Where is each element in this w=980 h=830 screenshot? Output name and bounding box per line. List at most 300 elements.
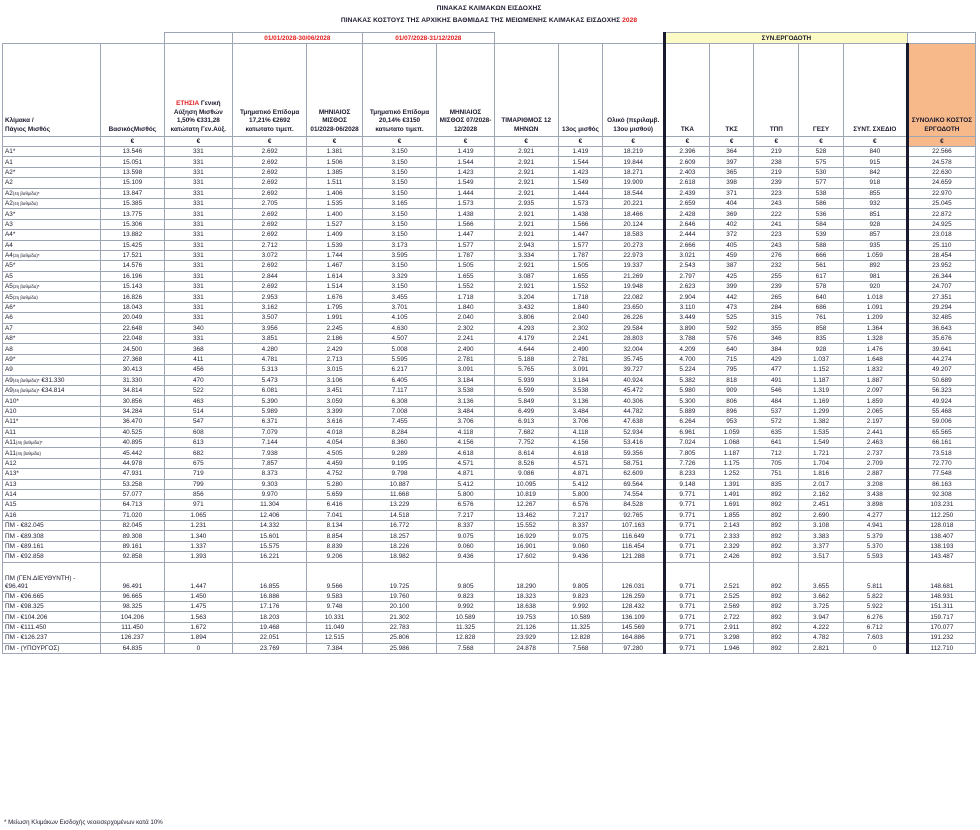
table-cell: 5.593: [843, 552, 907, 562]
table-cell: 8.233: [665, 469, 710, 479]
row-label: [3, 354, 101, 364]
header-text: ΤΠΠ: [769, 125, 783, 133]
table-cell: 8.134: [307, 521, 362, 531]
table-cell: 143.487: [907, 552, 975, 562]
table-cell: 1.444: [558, 188, 603, 198]
table-cell: 7.384: [307, 643, 362, 653]
table-cell: 3.150: [362, 188, 437, 198]
table-cell: 11.668: [362, 489, 437, 499]
table-cell: 2.241: [558, 334, 603, 344]
table-cell: 243: [754, 198, 799, 208]
table-row: [3, 167, 976, 177]
grade-label: A9: [5, 387, 13, 395]
table-row: [3, 510, 976, 520]
table-cell: 577: [799, 178, 844, 188]
column-header-7: [494, 44, 558, 137]
table-cell: 9.771: [665, 552, 710, 562]
blank-cell: [558, 33, 603, 44]
header-text: ΜΗΝΙΑΙΟΣ ΜΙΣΘΟΣ 01/2028-06/2028: [310, 108, 359, 133]
table-row: [3, 147, 976, 157]
table-row: [3, 500, 976, 510]
table-cell: 18.544: [603, 188, 665, 198]
table-cell: 18.226: [362, 541, 437, 551]
table-cell: 219: [754, 147, 799, 157]
table-cell: 19.909: [603, 178, 665, 188]
grade-label: A13: [5, 480, 17, 488]
table-cell: 5.473: [232, 375, 307, 385]
grade-label: A2*: [5, 168, 16, 176]
table-cell: 284: [754, 302, 799, 312]
grade-label: ΠΜ (ΓΕΝ.ΔΙΕΥΘΥΝΤΗ) - €96.491: [5, 574, 76, 590]
table-cell: 159.717: [907, 612, 975, 622]
table-cell: 1.816: [799, 469, 844, 479]
table-cell: 2.441: [843, 427, 907, 437]
table-cell: 10.095: [494, 479, 558, 489]
table-cell: 1.209: [843, 313, 907, 323]
table-cell: 3.150: [362, 261, 437, 271]
table-cell: 17.602: [494, 552, 558, 562]
table-row: [3, 313, 976, 323]
table-cell: 25.045: [907, 198, 975, 208]
table-cell: 2.781: [558, 354, 603, 364]
spreadsheet: [2, 2, 976, 828]
table-cell: 2.040: [437, 313, 494, 323]
table-cell: 1.535: [307, 198, 362, 208]
table-cell: 20.273: [603, 240, 665, 250]
grade-step-note: (4η βαθμίδα)*: [12, 190, 40, 196]
table-cell: 6.081: [232, 385, 307, 395]
table-cell: 4.280: [232, 344, 307, 354]
column-header-15: [907, 44, 975, 137]
sheet-subtitle: [2, 17, 976, 24]
table-cell: 2.065: [843, 406, 907, 416]
table-cell: 16.886: [232, 591, 307, 601]
table-cell: 5.412: [558, 479, 603, 489]
table-cell: 28.454: [907, 250, 975, 260]
table-cell: 896: [709, 406, 754, 416]
table-cell: 151.311: [907, 602, 975, 612]
table-cell: 331: [164, 167, 232, 177]
table-cell: 58.751: [603, 458, 665, 468]
table-cell: 3.455: [362, 292, 437, 302]
header-text: Γενική Αύξηση Μισθών 1,50% €331,28 κατώτατη Γεν.Αύξ.: [170, 100, 227, 133]
table-cell: 3.725: [799, 602, 844, 612]
table-cell: 404: [709, 198, 754, 208]
table-row: [3, 271, 976, 281]
table-cell: 31.330: [100, 375, 164, 385]
table-cell: 331: [164, 334, 232, 344]
table-cell: 1.152: [799, 365, 844, 375]
table-row: [3, 178, 976, 188]
table-cell: 56.323: [907, 385, 975, 395]
table-cell: 126.259: [603, 591, 665, 601]
table-cell: 6.308: [362, 396, 437, 406]
table-cell: 19.753: [494, 612, 558, 622]
grade-label: ΠΜ - €98.325: [5, 603, 44, 611]
grade-label: A5: [5, 293, 13, 301]
table-cell: 331: [164, 157, 232, 167]
table-cell: 1.419: [437, 147, 494, 157]
table-cell: 315: [754, 313, 799, 323]
grade-label: ΠΜ - €104.206: [5, 613, 48, 621]
table-cell: 44.274: [907, 354, 975, 364]
table-row: [3, 157, 976, 167]
table-cell: 4.118: [437, 427, 494, 437]
table-cell: 1.795: [307, 302, 362, 312]
table-cell: 11.049: [307, 622, 362, 632]
table-cell: 25.110: [907, 240, 975, 250]
row-label: [3, 396, 101, 406]
table-cell: 3.136: [558, 396, 603, 406]
column-header-6: [437, 44, 494, 137]
table-cell: 5.188: [494, 354, 558, 364]
table-cell: 340: [164, 323, 232, 333]
table-cell: 96.491: [100, 562, 164, 591]
table-cell: 3.655: [799, 562, 844, 591]
table-cell: 18.323: [494, 591, 558, 601]
table-cell: 372: [709, 230, 754, 240]
grade-label: A11: [5, 428, 16, 436]
table-cell: 128.432: [603, 602, 665, 612]
table-cell: 1.444: [437, 188, 494, 198]
table-cell: 6.712: [843, 622, 907, 632]
table-cell: 18.271: [603, 167, 665, 177]
table-row: [3, 240, 976, 250]
blank-cell: [494, 33, 558, 44]
table-cell: 4.871: [437, 469, 494, 479]
unit-cell: €: [164, 137, 232, 147]
table-row: [3, 552, 976, 562]
grade-label: A11: [5, 449, 16, 457]
table-cell: 2.439: [665, 188, 710, 198]
table-cell: 9.075: [558, 531, 603, 541]
table-cell: 686: [799, 302, 844, 312]
row-label: [3, 375, 101, 385]
table-cell: 4.781: [232, 354, 307, 364]
table-cell: 1.438: [558, 209, 603, 219]
grade-label: ΠΜ - €89.308: [5, 532, 44, 540]
table-cell: 578: [799, 282, 844, 292]
table-cell: 331: [164, 271, 232, 281]
table-cell: 1.400: [307, 209, 362, 219]
table-cell: 5.889: [665, 406, 710, 416]
table-cell: 1.718: [437, 292, 494, 302]
table-row: [3, 643, 976, 653]
row-label: [3, 344, 101, 354]
grade-label: ΠΜ - €82.045: [5, 522, 44, 530]
table-cell: 2.911: [709, 622, 754, 632]
table-cell: 148.681: [907, 562, 975, 591]
table-cell: 592: [709, 323, 754, 333]
table-cell: 892: [754, 531, 799, 541]
table-cell: 892: [754, 633, 799, 643]
table-cell: 442: [709, 292, 754, 302]
table-cell: 239: [754, 282, 799, 292]
table-cell: 6.599: [494, 385, 558, 395]
table-cell: 2.197: [843, 417, 907, 427]
table-cell: 73.518: [907, 448, 975, 458]
table-cell: 15.601: [232, 531, 307, 541]
table-cell: 3.150: [362, 147, 437, 157]
table-row: [3, 541, 976, 551]
table-cell: 39.641: [907, 344, 975, 354]
table-row: [3, 219, 976, 229]
grade-label: A5: [5, 283, 13, 291]
table-cell: 2.302: [437, 323, 494, 333]
table-cell: 28.803: [603, 334, 665, 344]
row-label: [3, 261, 101, 271]
table-cell: 365: [709, 167, 754, 177]
table-cell: 3.059: [307, 396, 362, 406]
table-cell: 14.576: [100, 261, 164, 271]
table-cell: 34.814: [100, 385, 164, 395]
table-cell: 3.329: [362, 271, 437, 281]
table-cell: 331: [164, 313, 232, 323]
table-cell: 331: [164, 250, 232, 260]
table-cell: 405: [709, 240, 754, 250]
unit-cell: €: [307, 137, 362, 147]
table-cell: 384: [754, 344, 799, 354]
table-cell: 7.805: [665, 448, 710, 458]
table-cell: 148.931: [907, 591, 975, 601]
table-cell: 4.782: [799, 633, 844, 643]
table-cell: 22.630: [907, 167, 975, 177]
table-cell: 2.692: [232, 261, 307, 271]
table-cell: 613: [164, 437, 232, 447]
table-cell: 1.450: [164, 591, 232, 601]
table-cell: 1.832: [843, 365, 907, 375]
table-cell: 14.518: [362, 510, 437, 520]
table-cell: 13.462: [494, 510, 558, 520]
table-cell: 6.499: [494, 406, 558, 416]
table-row: [3, 282, 976, 292]
table-cell: 4.941: [843, 521, 907, 531]
table-cell: 89.161: [100, 541, 164, 551]
table-cell: 2.097: [843, 385, 907, 395]
table-cell: 2.463: [843, 437, 907, 447]
table-cell: 136.109: [603, 612, 665, 622]
table-cell: 4.179: [494, 334, 558, 344]
table-cell: 331: [164, 178, 232, 188]
table-cell: 18.290: [494, 562, 558, 591]
table-cell: 47.638: [603, 417, 665, 427]
table-cell: 7.217: [437, 510, 494, 520]
table-cell: 9.771: [665, 562, 710, 591]
table-cell: 9.748: [307, 602, 362, 612]
column-header-9: [603, 44, 665, 137]
table-cell: 50.689: [907, 375, 975, 385]
table-cell: 9.798: [362, 469, 437, 479]
table-cell: 34.284: [100, 406, 164, 416]
table-cell: 2.429: [307, 344, 362, 354]
period-1: 01/01/2028-30/06/2028: [232, 33, 362, 44]
table-cell: 1.231: [164, 521, 232, 531]
row-label: [3, 510, 101, 520]
table-cell: 712: [754, 448, 799, 458]
table-cell: 2.921: [494, 230, 558, 240]
table-cell: 62.609: [603, 469, 665, 479]
table-cell: 22.082: [603, 292, 665, 302]
table-cell: 470: [164, 375, 232, 385]
row-label: [3, 147, 101, 157]
table-cell: 4.871: [558, 469, 603, 479]
row-label: [3, 521, 101, 531]
row-label: [3, 469, 101, 479]
table-cell: 3.208: [843, 479, 907, 489]
column-header-14: [843, 44, 907, 137]
table-cell: 2.403: [665, 167, 710, 177]
grade-label: ΠΜ - €96.665: [5, 592, 44, 600]
table-cell: 2.692: [232, 147, 307, 157]
table-cell: 92.765: [603, 510, 665, 520]
table-row: [3, 396, 976, 406]
table-cell: 7.079: [232, 427, 307, 437]
table-row: [3, 612, 976, 622]
table-cell: 928: [843, 219, 907, 229]
table-cell: 128.018: [907, 521, 975, 531]
grade-step-note: (2η βαθμίδα): [12, 294, 38, 300]
table-cell: 8.854: [307, 531, 362, 541]
table-cell: 14.332: [232, 521, 307, 531]
table-cell: 640: [709, 344, 754, 354]
unit-cell: €: [843, 137, 907, 147]
table-cell: 459: [709, 250, 754, 260]
table-cell: 6.576: [437, 500, 494, 510]
table-cell: 5.800: [558, 489, 603, 499]
table-cell: 1.391: [709, 479, 754, 489]
table-cell: 1.506: [307, 157, 362, 167]
table-cell: 3.377: [799, 541, 844, 551]
grade-label: A9*: [5, 356, 16, 363]
table-cell: 121.288: [603, 552, 665, 562]
table-cell: 3.091: [437, 365, 494, 375]
table-cell: 331: [164, 302, 232, 312]
table-cell: 18.219: [603, 147, 665, 157]
table-cell: 1.514: [307, 282, 362, 292]
table-cell: 387: [709, 261, 754, 271]
table-cell: 1.187: [799, 375, 844, 385]
table-cell: 1.655: [558, 271, 603, 281]
table-cell: 1.169: [799, 396, 844, 406]
row-label: [3, 531, 101, 541]
table-cell: 22.872: [907, 209, 975, 219]
table-cell: 11.325: [558, 622, 603, 632]
table-cell: 19.844: [603, 157, 665, 167]
table-cell: 3.851: [232, 334, 307, 344]
row-label: [3, 612, 101, 622]
table-cell: 3.150: [362, 167, 437, 177]
table-cell: 6.913: [494, 417, 558, 427]
header-text: Τμηματικό Επίδομα 17,21% €2692 κατωτατο τιμεπ.: [240, 108, 300, 133]
table-cell: 331: [164, 198, 232, 208]
table-cell: 6.264: [665, 417, 710, 427]
table-cell: 1.744: [307, 250, 362, 260]
table-cell: 3.806: [494, 313, 558, 323]
table-cell: 1.467: [307, 261, 362, 271]
row-label: [3, 271, 101, 281]
table-cell: 1.577: [558, 240, 603, 250]
table-cell: 4.505: [307, 448, 362, 458]
row-label: [3, 427, 101, 437]
table-cell: 1.573: [437, 198, 494, 208]
unit-cell: €: [907, 137, 975, 147]
table-cell: 19.725: [362, 562, 437, 591]
table-cell: 522: [164, 385, 232, 395]
table-cell: 23.650: [603, 302, 665, 312]
table-cell: 892: [754, 510, 799, 520]
table-cell: 9.566: [307, 562, 362, 591]
table-cell: 3.438: [843, 489, 907, 499]
table-cell: 47.931: [100, 469, 164, 479]
table-cell: 3.788: [665, 334, 710, 344]
table-cell: 346: [754, 334, 799, 344]
table-cell: 219: [754, 167, 799, 177]
table-cell: 3.106: [307, 375, 362, 385]
table-cell: 1.340: [164, 531, 232, 541]
table-cell: 4.571: [558, 458, 603, 468]
table-cell: 11.325: [437, 622, 494, 632]
table-cell: 4.105: [362, 313, 437, 323]
column-header-8: [558, 44, 603, 137]
header-text: 13ος μισθός: [562, 125, 599, 133]
table-cell: 5.980: [665, 385, 710, 395]
table-cell: 635: [754, 427, 799, 437]
table-cell: 2.659: [665, 198, 710, 208]
table-cell: 9.771: [665, 633, 710, 643]
table-cell: 9.289: [362, 448, 437, 458]
table-cell: 9.771: [665, 531, 710, 541]
table-cell: 371: [709, 188, 754, 198]
table-cell: 26.226: [603, 313, 665, 323]
table-cell: 30.413: [100, 365, 164, 375]
table-cell: 5.390: [232, 396, 307, 406]
table-cell: 3.184: [437, 375, 494, 385]
table-cell: 1.549: [799, 437, 844, 447]
table-row: [3, 323, 976, 333]
header-text: ΤΙΜΑΡΙΘΜΟΣ 12 ΜΗΝΩΝ: [501, 117, 551, 133]
table-cell: 5.595: [362, 354, 437, 364]
table-cell: 3.383: [799, 531, 844, 541]
header-text: ΣΥΝΤ. ΣΧΕΔΙΟ: [853, 125, 897, 133]
table-cell: 20.124: [603, 219, 665, 229]
table-cell: 29.584: [603, 323, 665, 333]
table-cell: 2.692: [232, 178, 307, 188]
table-cell: 2.692: [232, 167, 307, 177]
table-cell: 7.024: [665, 437, 710, 447]
table-cell: 473: [709, 302, 754, 312]
table-cell: 364: [709, 147, 754, 157]
table-cell: 15.306: [100, 219, 164, 229]
table-cell: 538: [799, 188, 844, 198]
table-cell: 331: [164, 230, 232, 240]
table-cell: 5.280: [307, 479, 362, 489]
table-cell: 2.329: [709, 541, 754, 551]
table-cell: 2.904: [665, 292, 710, 302]
table-cell: 2.618: [665, 178, 710, 188]
table-cell: 22.648: [100, 323, 164, 333]
table-cell: 892: [754, 500, 799, 510]
table-cell: 5.382: [665, 375, 710, 385]
grade-label: A7: [5, 324, 13, 332]
table-cell: 3.150: [362, 219, 437, 229]
table-row: [3, 417, 976, 427]
unit-cell: €: [100, 137, 164, 147]
table-cell: 23.929: [494, 633, 558, 643]
table-cell: 9.992: [558, 602, 603, 612]
table-cell: 9.075: [437, 531, 494, 541]
table-cell: 116.454: [603, 541, 665, 551]
grade-label: A2: [5, 189, 13, 197]
